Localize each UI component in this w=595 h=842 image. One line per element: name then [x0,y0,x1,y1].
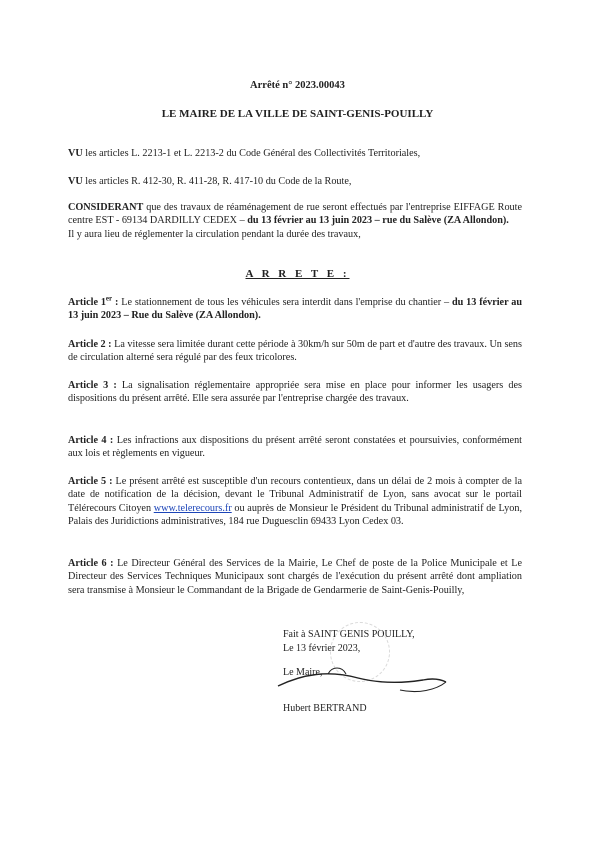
article-4: Article 4 : Les infractions aux dispositions du présent arrêté seront constatées et poursuivies, conformément aux lois et règlements en vigueur. [68,435,522,460]
arrete-number: Arrêté n° 2023.00043 [250,80,345,91]
article-1: Article 1er : Le stationnement de tous les véhicules sera interdit dans l'emprise du chantier – du 13 février au 13 juin 2023 – Rue du Salève (ZA Allondon). [68,294,523,322]
considerant-paragraph: CONSIDERANT que des travaux de réaménagement de rue seront effectués par l'entreprise EIFFAGE Route centre EST - 69134 DARDILLY CEDEX – du 13 février au 13 juin 2023 – rue du Salève (ZA Allondon). Il y aura lieu de réglementer la circulation pendant la durée des travaux, [68,202,522,240]
telerecours-link[interactable]: www.telerecours.fr [153,502,232,514]
authority-title: LE MAIRE DE LA VILLE DE SAINT-GENIS-POUILLY [161,108,434,120]
signature-date: Le 13 février 2023, [283,643,361,654]
arrete-heading: A R R E T E : [245,268,350,280]
article-3: Article 3 : La signalisation réglementaire appropriée sera mise en place pour informer les usagers des dispositions du présent arrêté. Elle sera assurée par l'entreprise chargée des travaux. [68,380,522,405]
vu-paragraph-2: VU les articles R. 412-30, R. 411-28, R. 417-10 du Code de la Route, [68,176,352,187]
considerant-line-2: Il y aura lieu de réglementer la circulation pendant la durée des travaux, [68,228,361,240]
article-2: Article 2 : La vitesse sera limitée durant cette période à 30km/h sur 50m de part et d'autre des travaux. Un sens de circulation alterné sera régulé par des feux tricolores. [68,339,522,364]
article-6: Article 6 : Le Directeur Général des Services de la Mairie, Le Chef de poste de la Police Municipale et Le Directeur des Services Techniques Municipaux sont chargés de l'exécution du présent arrêté dont ampliation sera transmise à Monsieur le Commandant de la Brigade de Gendarmerie de Saint-Genis-Pouilly, [68,558,522,596]
signature-role: Le Maire, [283,667,323,678]
signature-place: Fait à SAINT GENIS POUILLY, [283,629,415,640]
vu-paragraph-1: VU les articles L. 2213-1 et L. 2213-2 du Code Général des Collectivités Territoriales, [68,148,421,159]
article-5: Article 5 : Le présent arrêté est susceptible d'un recours contentieux, dans un délai de 2 mois à compter de la date de notification de la décision, devant le Tribunal Administratif de Lyon, sans avocat sur le portail Télérecours Citoyen www.telerecours.fr ou auprès de Monsieur le Président du Tribunal administratif de Lyon, Palais des Juridictions administratives, 184 rue Duguesclin 69433 Lyon Cedex 03. [68,476,522,528]
handwritten-signature [268,660,468,700]
signatory-name: Hubert BERTRAND [283,703,367,714]
